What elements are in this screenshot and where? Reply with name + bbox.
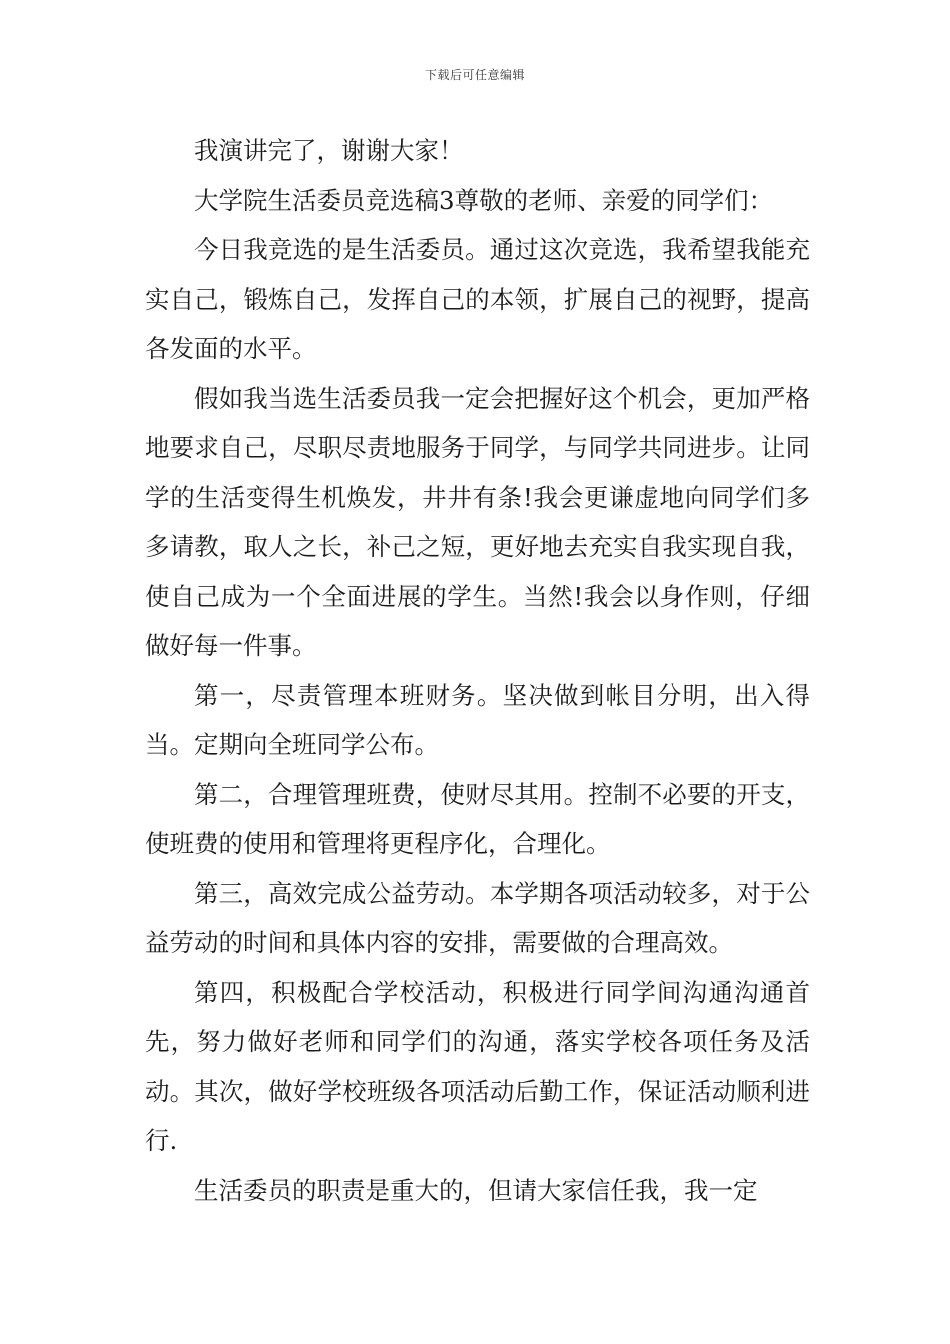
- document-body: [145, 126, 810, 1215]
- page-header: 下载后可任意编辑: [424, 68, 525, 82]
- paragraph-point-three: 第三，高效完成公益劳动。本学期各项活动较多，对于公益劳动的时间和具体内容的安排，需要做的合理高效。: [145, 878, 810, 957]
- paragraph-point-one: 第一，尽责管理本班财务。坚决做到帐目分明，出入得当。定期向全班同学公布。: [145, 680, 810, 759]
- paragraph-commitment: 假如我当选生活委员我一定会把握好这个机会，更加严格地要求自己，尽职尽责地服务于同学，与同学共同进步。让同学的生活变得生机焕发，井井有条!我会更谦虚地向同学们多多请教，取人之长，补己之短，更好地去充实自我实现自我，使自己成为一个全面进展的学生。当然!我会以身作则，仔细做好每一件事。: [145, 383, 810, 660]
- paragraph-intro: 今日我竞选的是生活委员。通过这次竞选，我希望我能充实自己，锻炼自己，发挥自己的本领，扩展自己的视野，提高各发面的水平。: [145, 235, 810, 363]
- paragraph-conclusion: 生活委员的职责是重大的，但请大家信任我，我一定: [194, 1175, 758, 1205]
- paragraph-title-greeting: 大学院生活委员竞选稿3尊敬的老师、亲爱的同学们：: [194, 185, 774, 215]
- paragraph-point-four: 第四，积极配合学校活动，积极进行同学间沟通沟通首先，努力做好老师和同学们的沟通，落实学校各项任务及活动。其次，做好学校班级各项活动后勤工作，保证活动顺利进行.: [145, 977, 810, 1155]
- paragraph-point-two: 第二，合理管理班费，使财尽其用。控制不必要的开支，使班费的使用和管理将更程序化，合理化。: [145, 779, 810, 858]
- paragraph-closing: 我演讲完了，谢谢大家！: [194, 136, 464, 165]
